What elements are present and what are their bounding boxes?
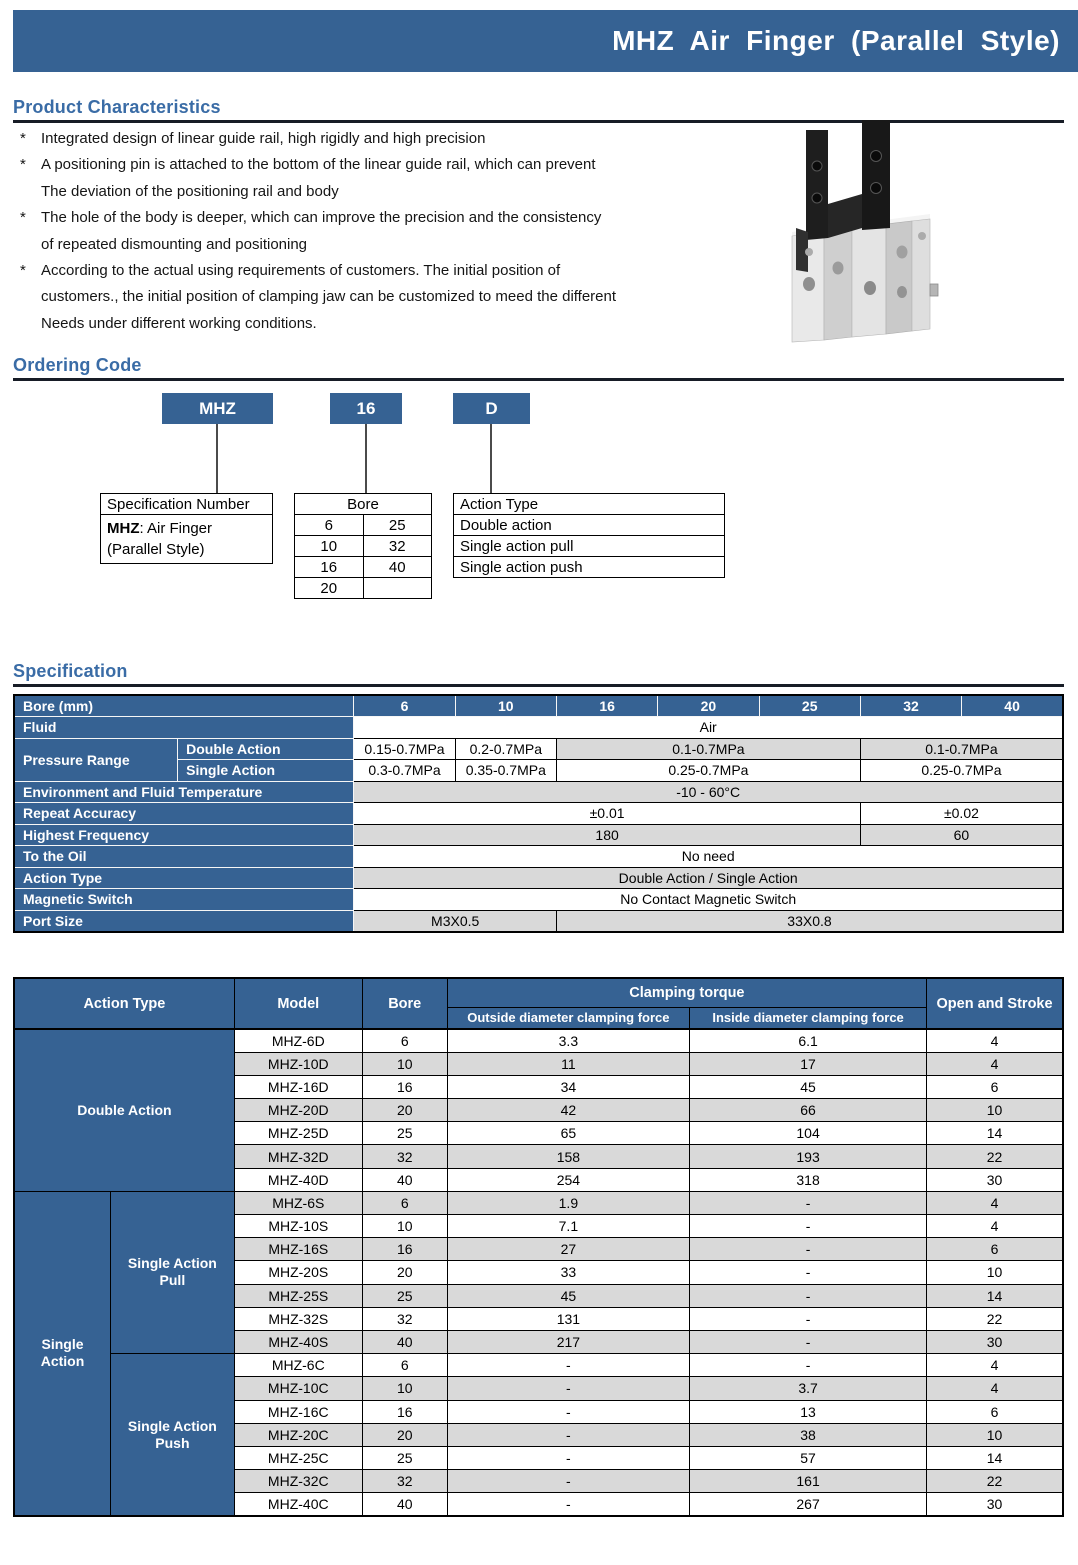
- model-cell: MHZ-10D: [234, 1052, 362, 1075]
- model-cell: MHZ-25S: [234, 1284, 362, 1307]
- model-cell: 158: [447, 1145, 689, 1168]
- spec-label-cell: To the Oil: [14, 846, 354, 868]
- model-cell: -: [690, 1307, 927, 1330]
- spec-label-cell: Action Type: [14, 867, 354, 889]
- model-cell: -: [447, 1354, 689, 1377]
- spec-value-cell: ±0.02: [860, 803, 1063, 825]
- spec-value-cell: Air: [354, 717, 1063, 739]
- model-cell: 30: [927, 1330, 1063, 1353]
- spec-value-cell: M3X0.5: [354, 910, 557, 932]
- model-cell: 11: [447, 1052, 689, 1075]
- model-cell: 25: [362, 1122, 447, 1145]
- characteristics-text: of repeated dismounting and positioning: [41, 235, 308, 253]
- spec-value-cell: 0.3-0.7MPa: [354, 760, 455, 782]
- model-cell: 22: [927, 1470, 1063, 1493]
- col-header-clamping-torque: Clamping torque: [447, 978, 926, 1007]
- model-cell: 3.3: [447, 1029, 689, 1052]
- characteristics-text: Needs under different working conditions.: [41, 314, 317, 332]
- model-cell: 4: [927, 1029, 1063, 1052]
- spec-label-cell: Port Size: [14, 910, 354, 932]
- model-cell: MHZ-10C: [234, 1377, 362, 1400]
- spec-value-cell: No Contact Magnetic Switch: [354, 889, 1063, 911]
- model-cell: 104: [690, 1122, 927, 1145]
- gripper-illustration: [782, 116, 942, 344]
- bullet-marker: *: [20, 156, 26, 174]
- col-header-bore: Bore: [362, 978, 447, 1029]
- model-cell: 6: [927, 1400, 1063, 1423]
- model-cell: MHZ-32S: [234, 1307, 362, 1330]
- spec-value-cell: No need: [354, 846, 1063, 868]
- model-cell: 10: [927, 1423, 1063, 1446]
- section-specification: [13, 661, 1064, 687]
- section-title-specification: Specification: [13, 661, 128, 681]
- spec-label-cell: Fluid: [14, 717, 354, 739]
- model-cell: MHZ-40C: [234, 1493, 362, 1516]
- model-cell: 25: [362, 1446, 447, 1469]
- spec-value-cell: 0.35-0.7MPa: [455, 760, 556, 782]
- spec-bore-header: 25: [759, 695, 860, 717]
- group-single-action-pull: Single Action Pull: [111, 1191, 235, 1353]
- spec-header-row: [14, 695, 1063, 717]
- spec-value-cell: 0.15-0.7MPa: [354, 738, 455, 760]
- bullet-marker: *: [20, 209, 26, 227]
- col-header-action-type: Action Type: [14, 978, 234, 1029]
- model-cell: MHZ-40S: [234, 1330, 362, 1353]
- spec-row: [14, 717, 1063, 739]
- model-cell: MHZ-16C: [234, 1400, 362, 1423]
- model-cell: 267: [690, 1493, 927, 1516]
- model-cell: 7.1: [447, 1215, 689, 1238]
- model-cell: MHZ-10S: [234, 1215, 362, 1238]
- model-cell: 4: [927, 1215, 1063, 1238]
- spec-value-cell: -10 - 60°C: [354, 781, 1063, 803]
- model-cell: 40: [362, 1493, 447, 1516]
- model-cell: 1.9: [447, 1191, 689, 1214]
- model-cell: 4: [927, 1377, 1063, 1400]
- model-table-head: [14, 978, 1063, 1029]
- characteristics-line: [13, 311, 773, 337]
- model-cell: -: [690, 1191, 927, 1214]
- spec-bore-header: 40: [962, 695, 1063, 717]
- model-cell: MHZ-6D: [234, 1029, 362, 1052]
- characteristics-text: The hole of the body is deeper, which can improve the precision and the consistency: [41, 209, 602, 227]
- spec-value-cell: 60: [860, 824, 1063, 846]
- model-cell: 318: [690, 1168, 927, 1191]
- characteristics-line: [13, 179, 773, 205]
- page-banner: [13, 10, 1078, 72]
- spec-sublabel-cell: Single Action: [178, 760, 354, 782]
- action-type-option: Double action: [454, 515, 725, 536]
- bore-row: [295, 578, 432, 599]
- model-cell: 10: [927, 1261, 1063, 1284]
- model-cell: 32: [362, 1470, 447, 1493]
- bullet-marker: *: [20, 262, 26, 280]
- bore-value: 25: [363, 515, 432, 536]
- spec-row: [14, 910, 1063, 932]
- page-title: MHZ Air Finger (Parallel Style): [612, 25, 1060, 56]
- model-cell: 6: [362, 1191, 447, 1214]
- model-cell: 254: [447, 1168, 689, 1191]
- model-cell: -: [447, 1446, 689, 1469]
- spec-value-cell: 0.2-0.7MPa: [455, 738, 556, 760]
- model-row: [14, 1029, 1063, 1052]
- model-cell: 161: [690, 1470, 927, 1493]
- model-cell: -: [690, 1330, 927, 1353]
- spec-row: [14, 889, 1063, 911]
- model-cell: MHZ-32C: [234, 1470, 362, 1493]
- model-cell: 27: [447, 1238, 689, 1261]
- model-cell: 4: [927, 1354, 1063, 1377]
- specification-number-table: [100, 493, 273, 564]
- action-type-option: Single action push: [454, 557, 725, 578]
- model-cell: -: [447, 1423, 689, 1446]
- model-cell: 4: [927, 1052, 1063, 1075]
- spec-sublabel-cell: Double Action: [178, 738, 354, 760]
- model-cell: -: [690, 1284, 927, 1307]
- characteristics-list: [13, 126, 773, 337]
- spec-label-cell: Magnetic Switch: [14, 889, 354, 911]
- model-cell: 25: [362, 1284, 447, 1307]
- section-ordering-code: [13, 355, 1064, 381]
- bore-table: [294, 493, 432, 599]
- spec-label-cell: Environment and Fluid Temperature: [14, 781, 354, 803]
- section-title-ordering-code: Ordering Code: [13, 355, 142, 375]
- model-cell: 65: [447, 1122, 689, 1145]
- model-cell: MHZ-6C: [234, 1354, 362, 1377]
- model-cell: 217: [447, 1330, 689, 1353]
- model-row: [14, 1191, 1063, 1214]
- series-style: (Parallel Style): [107, 541, 205, 558]
- model-cell: 4: [927, 1191, 1063, 1214]
- code-box-action: D: [453, 393, 530, 424]
- model-cell: 16: [362, 1075, 447, 1098]
- spec-row: [14, 803, 1063, 825]
- model-cell: MHZ-20C: [234, 1423, 362, 1446]
- group-single-action: Single Action: [14, 1191, 111, 1516]
- model-cell: 38: [690, 1423, 927, 1446]
- model-cell: MHZ-16S: [234, 1238, 362, 1261]
- series-name: : Air Finger: [139, 520, 213, 537]
- specification-table: [13, 694, 1064, 933]
- spec-bore-header: 10: [455, 695, 556, 717]
- model-cell: MHZ-25C: [234, 1446, 362, 1469]
- model-cell: 10: [362, 1377, 447, 1400]
- model-cell: 45: [447, 1284, 689, 1307]
- connector-line: [490, 424, 492, 493]
- spec-value-cell: ±0.01: [354, 803, 860, 825]
- model-cell: 193: [690, 1145, 927, 1168]
- spec-row: [14, 738, 1063, 760]
- bore-value: 16: [295, 557, 364, 578]
- spec-corner-label: Bore (mm): [14, 695, 354, 717]
- characteristics-line: [13, 205, 773, 231]
- spec-number-header: Specification Number: [101, 494, 273, 515]
- bore-value: 10: [295, 536, 364, 557]
- group-single-action-push: Single Action Push: [111, 1354, 235, 1516]
- model-cell: 3.7: [690, 1377, 927, 1400]
- model-cell: -: [690, 1354, 927, 1377]
- model-cell: 45: [690, 1075, 927, 1098]
- spec-bore-header: 6: [354, 695, 455, 717]
- action-type-option: Single action pull: [454, 536, 725, 557]
- characteristics-line: [13, 126, 773, 152]
- bore-value: 20: [295, 578, 364, 599]
- spec-value-cell: 0.25-0.7MPa: [860, 760, 1063, 782]
- spec-value-cell: 33X0.8: [556, 910, 1063, 932]
- characteristics-text: According to the actual using requirements of customers. The initial position of: [41, 262, 561, 280]
- model-cell: 57: [690, 1446, 927, 1469]
- model-cell: 40: [362, 1168, 447, 1191]
- characteristics-text: Integrated design of linear guide rail, high rigidly and high precision: [41, 130, 486, 147]
- bore-row: [295, 557, 432, 578]
- spec-bore-header: 16: [556, 695, 657, 717]
- spec-row: [14, 846, 1063, 868]
- model-cell: 66: [690, 1099, 927, 1122]
- model-cell: 42: [447, 1099, 689, 1122]
- model-cell: 30: [927, 1168, 1063, 1191]
- characteristics-line: [13, 284, 773, 310]
- model-cell: -: [690, 1261, 927, 1284]
- model-cell: -: [690, 1215, 927, 1238]
- bore-value: [363, 578, 432, 599]
- spec-row: [14, 867, 1063, 889]
- spec-number-body: [101, 515, 273, 564]
- model-cell: MHZ-40D: [234, 1168, 362, 1191]
- bore-value: 32: [363, 536, 432, 557]
- characteristics-line: [13, 152, 773, 178]
- col-header-model: Model: [234, 978, 362, 1029]
- model-cell: 14: [927, 1284, 1063, 1307]
- model-cell: 32: [362, 1307, 447, 1330]
- col-header-inside-force: Inside diameter clamping force: [690, 1007, 927, 1029]
- spec-value-cell: 0.1-0.7MPa: [556, 738, 860, 760]
- spec-value-cell: 0.1-0.7MPa: [860, 738, 1063, 760]
- section-divider: [13, 684, 1064, 687]
- model-cell: 6: [362, 1354, 447, 1377]
- spec-label-cell: Highest Frequency: [14, 824, 354, 846]
- model-cell: 40: [362, 1330, 447, 1353]
- model-cell: MHZ-16D: [234, 1075, 362, 1098]
- spec-bore-header: 32: [860, 695, 961, 717]
- model-cell: MHZ-20S: [234, 1261, 362, 1284]
- model-cell: -: [447, 1470, 689, 1493]
- model-cell: 33: [447, 1261, 689, 1284]
- model-cell: 6.1: [690, 1029, 927, 1052]
- model-cell: 17: [690, 1052, 927, 1075]
- ordering-code-diagram: [13, 390, 1064, 652]
- characteristics-text: A positioning pin is attached to the bottom of the linear guide rail, which can prevent: [41, 156, 596, 174]
- characteristics-line: [13, 258, 773, 284]
- model-cell: 20: [362, 1423, 447, 1446]
- specification-table-body: [14, 695, 1063, 932]
- section-divider: [13, 378, 1064, 381]
- model-cell: 131: [447, 1307, 689, 1330]
- bullet-marker: *: [20, 130, 26, 147]
- model-cell: 10: [362, 1215, 447, 1238]
- connector-line: [365, 424, 367, 493]
- model-cell: -: [690, 1238, 927, 1261]
- col-header-outside-force: Outside diameter clamping force: [447, 1007, 689, 1029]
- model-cell: 30: [927, 1493, 1063, 1516]
- model-cell: 20: [362, 1099, 447, 1122]
- spec-value-cell: 180: [354, 824, 860, 846]
- code-box-bore: 16: [330, 393, 402, 424]
- characteristics-text: customers., the initial position of clamping jaw can be customized to meed the different: [41, 288, 617, 306]
- code-box-series: MHZ: [162, 393, 273, 424]
- model-cell: MHZ-6S: [234, 1191, 362, 1214]
- bore-value: 40: [363, 557, 432, 578]
- model-row: [14, 1354, 1063, 1377]
- model-cell: MHZ-25D: [234, 1122, 362, 1145]
- model-cell: -: [447, 1377, 689, 1400]
- model-cell: 6: [927, 1075, 1063, 1098]
- spec-label-cell: Repeat Accuracy: [14, 803, 354, 825]
- model-cell: 10: [362, 1052, 447, 1075]
- bore-row: [295, 515, 432, 536]
- bore-value: 6: [295, 515, 364, 536]
- model-cell: -: [447, 1400, 689, 1423]
- spec-row: [14, 824, 1063, 846]
- model-cell: 22: [927, 1307, 1063, 1330]
- characteristics-line: [13, 232, 773, 258]
- model-cell: MHZ-32D: [234, 1145, 362, 1168]
- model-cell: MHZ-20D: [234, 1099, 362, 1122]
- model-cell: 20: [362, 1261, 447, 1284]
- spec-value-cell: Double Action / Single Action: [354, 867, 1063, 889]
- model-cell: 34: [447, 1075, 689, 1098]
- model-cell: 14: [927, 1122, 1063, 1145]
- bore-table-header: Bore: [295, 494, 432, 515]
- model-table: [13, 977, 1064, 1517]
- action-type-table: [453, 493, 725, 578]
- bore-row: [295, 536, 432, 557]
- connector-line: [216, 424, 218, 493]
- model-cell: 6: [362, 1029, 447, 1052]
- model-cell: 16: [362, 1400, 447, 1423]
- group-double-action: Double Action: [14, 1029, 234, 1191]
- model-cell: 6: [927, 1238, 1063, 1261]
- product-photo: [782, 116, 942, 344]
- action-type-header: Action Type: [454, 494, 725, 515]
- model-cell: 13: [690, 1400, 927, 1423]
- model-cell: 32: [362, 1145, 447, 1168]
- spec-label-cell: Pressure Range: [14, 738, 178, 781]
- model-cell: 22: [927, 1145, 1063, 1168]
- characteristics-text: The deviation of the positioning rail and body: [41, 182, 339, 200]
- model-cell: 16: [362, 1238, 447, 1261]
- model-cell: 14: [927, 1446, 1063, 1469]
- spec-row: [14, 781, 1063, 803]
- col-header-open-stroke: Open and Stroke: [927, 978, 1063, 1029]
- model-table-body: [14, 1029, 1063, 1516]
- model-cell: -: [447, 1493, 689, 1516]
- spec-bore-header: 20: [658, 695, 759, 717]
- series-code: MHZ: [107, 520, 140, 537]
- spec-value-cell: 0.25-0.7MPa: [556, 760, 860, 782]
- section-title-product-characteristics: Product Characteristics: [13, 97, 221, 117]
- model-cell: 10: [927, 1099, 1063, 1122]
